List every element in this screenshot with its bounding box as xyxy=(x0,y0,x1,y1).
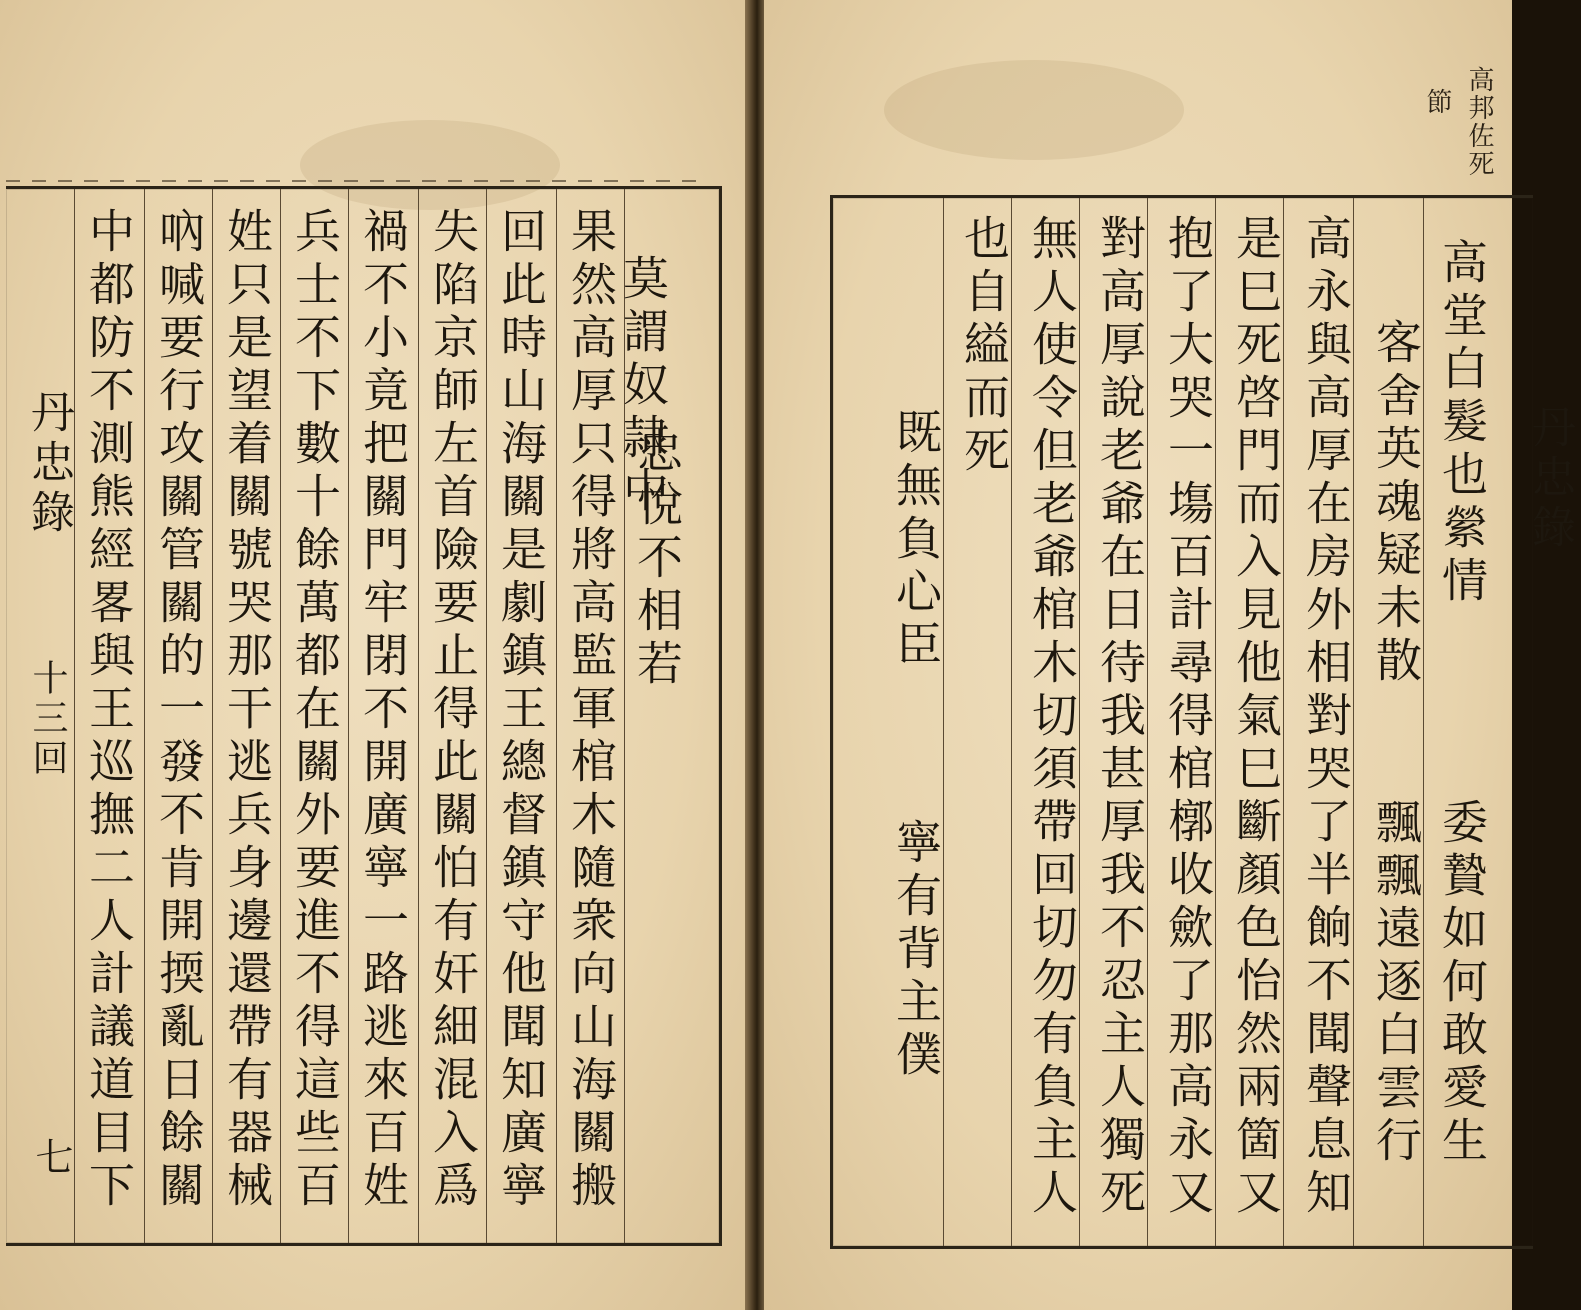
text-column-8: 果然高厚只得將高監軍棺木隨衆向山海關搬 xyxy=(564,207,618,1214)
column-divider xyxy=(1283,198,1284,1246)
column-divider xyxy=(418,189,419,1243)
poem-line-2: 委贄如何敢愛生 xyxy=(1435,798,1489,1169)
text-column-8: 對高厚說老爺在日待我甚厚我不忍主人獨死 xyxy=(1093,214,1147,1221)
poem-line-4: 飄飄遠逐白雲行 xyxy=(1369,798,1423,1169)
left-fold-page-number: 七 xyxy=(29,1137,73,1175)
text-column-7: 回此時山海關是劇鎮王總督鎮守他聞知廣寧 xyxy=(494,207,548,1214)
column-divider xyxy=(74,189,75,1243)
text-column-10: 也自縊而死 xyxy=(957,214,1011,479)
column-divider xyxy=(1215,198,1216,1246)
left-fold-chapter: 十三回 xyxy=(27,659,68,779)
right-fold-title: 丹忠錄 xyxy=(1524,404,1575,554)
column-divider xyxy=(280,189,281,1243)
header-note-2: 節 xyxy=(1422,88,1452,114)
column-divider xyxy=(943,198,944,1246)
column-divider xyxy=(144,189,145,1243)
text-column-9: 無人使令但老爺棺木切須帶回切勿有負主人 xyxy=(1025,214,1079,1221)
text-column-4: 兵士不下數十餘萬都在關外要進不得這些百 xyxy=(288,207,342,1214)
poem-line-1: 高堂白髮也縈情 xyxy=(1435,238,1489,609)
text-column-5: 禍不小竟把關門牢閉不開廣寧一路逃來百姓 xyxy=(356,207,410,1214)
column-divider xyxy=(1011,198,1012,1246)
text-column-6: 失陷京師左首險要止得此關怕有奸細混入爲 xyxy=(426,207,480,1214)
poem-line-3: 客舍英魂疑未散 xyxy=(1369,318,1423,689)
text-column-5: 高永與高厚在房外相對哭了半餉不聞聲息知 xyxy=(1299,214,1353,1221)
column-divider xyxy=(1423,198,1424,1246)
paper-stain xyxy=(884,60,1184,160)
left-fold-title: 丹忠錄 xyxy=(23,389,74,539)
column-divider xyxy=(348,189,349,1243)
text-column-1: 中都防不測熊經畧與王巡撫二人計議道目下 xyxy=(82,207,136,1214)
couplet-line-1: 既無負心臣 xyxy=(889,408,943,673)
text-column-2: 吶喊要行攻關管關的一發不肯開㨎亂日餘關 xyxy=(152,207,206,1214)
column-divider xyxy=(486,189,487,1243)
right-page-frame xyxy=(830,195,1575,1249)
text-column-7: 抱了大哭一塲百計尋得棺槨收歛了那高永又 xyxy=(1161,214,1215,1221)
text-column-3: 姓只是望着關號哭那干逃兵身邊還帶有器械 xyxy=(220,207,274,1214)
right-page xyxy=(764,0,1575,1310)
verse-line-1: 忠悅不相若 xyxy=(630,427,684,692)
column-divider xyxy=(1353,198,1354,1246)
column-divider xyxy=(1079,198,1080,1246)
left-page xyxy=(0,0,748,1310)
header-note: 高邦佐死 xyxy=(1464,66,1494,178)
column-divider xyxy=(212,189,213,1243)
column-divider xyxy=(556,189,557,1243)
verse-line-2: 莫謂奴隷中 xyxy=(616,254,670,519)
column-divider xyxy=(1147,198,1148,1246)
left-page-frame xyxy=(6,186,722,1246)
top-rule xyxy=(6,180,706,182)
text-column-6: 是巳死啓門而入見他氣巳斷顏色怡然兩箇又 xyxy=(1229,214,1283,1221)
couplet-line-2: 寧有背主僕 xyxy=(889,818,943,1083)
